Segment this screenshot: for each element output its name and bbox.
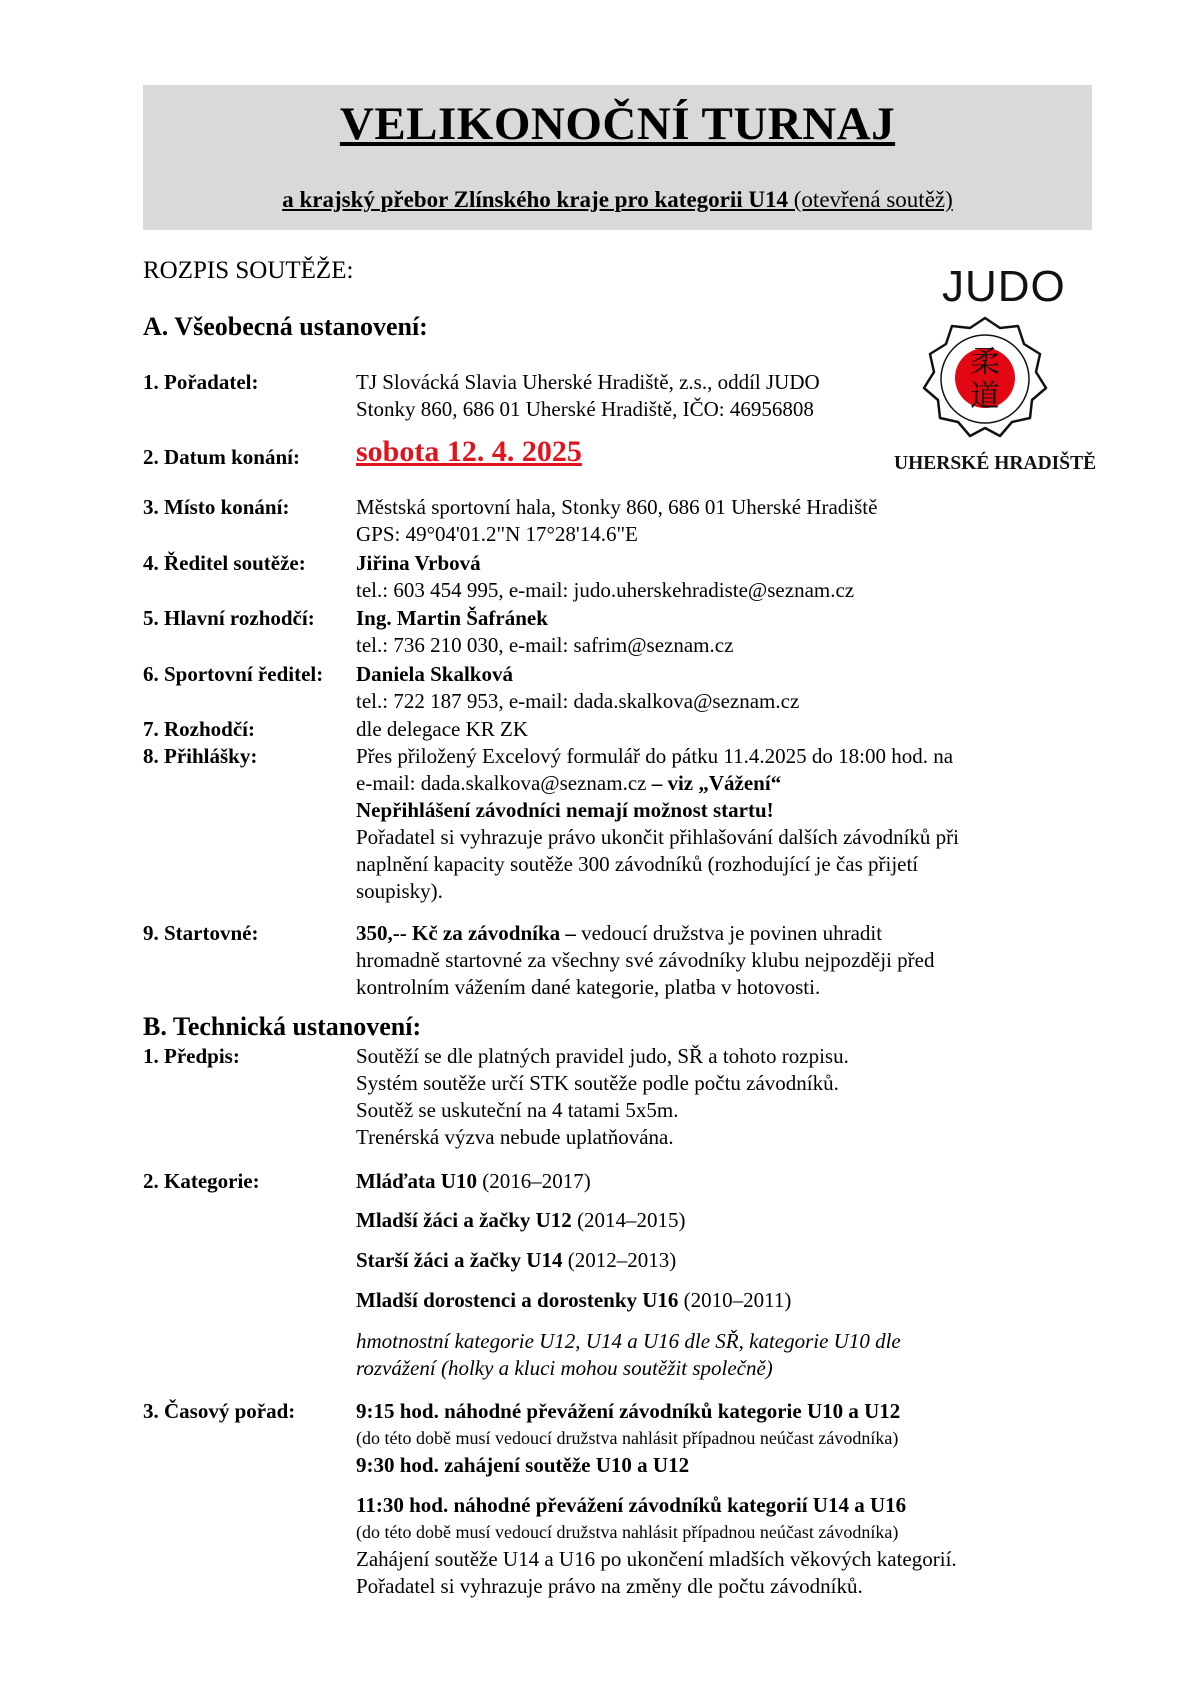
casovy-line7: Pořadatel si vyhrazuje právo na změny dle počtu závodníků. (356, 1574, 863, 1598)
prihlasky-line4: Pořadatel si vyhrazuje právo ukončit přihlašování dalších závodníků při (356, 825, 960, 849)
casovy-line3: 9:30 hod. zahájení soutěže U10 a U12 (356, 1453, 690, 1477)
kategorie-note2: rozvážení (holky a kluci mohou soutěžit společně) (356, 1356, 773, 1380)
startovne-line2: hromadně startovné za všechny své závodníky klubu nejpozději před (356, 948, 935, 972)
misto-label: 3. Místo konání: (143, 495, 290, 519)
kategorie-item (356, 1169, 591, 1194)
predpis-line1: Soutěží se dle platných pravidel judo, SŘ a tohoto rozpisu. (356, 1044, 849, 1068)
judo-logo (890, 262, 1120, 482)
misto-line1: Městská sportovní hala, Stonky 860, 686 01 Uherské Hradiště (356, 495, 878, 519)
sportovni-contact: tel.: 722 187 953, e-mail: dada.skalkova@seznam.cz (356, 689, 800, 713)
poradatel-line2: Stonky 860, 686 01 Uherské Hradiště, IČO: 46956808 (356, 397, 814, 421)
prihlasky-viz: – viz „Vážení“ (651, 771, 782, 795)
rozhodci-value: dle delegace KR ZK (356, 717, 529, 741)
reditel-label: 4. Ředitel soutěže: (143, 551, 306, 575)
kategorie-item-name: Starší žáci a žačky U14 (356, 1248, 563, 1272)
subtitle-bold: a krajský přebor Zlínského kraje pro kategorii U14 (282, 187, 789, 212)
reditel-name: Jiřina Vrbová (356, 551, 481, 575)
kategorie-item (356, 1248, 676, 1273)
prihlasky-label: 8. Přihlášky: (143, 744, 258, 768)
judo-emblem-icon (920, 314, 1050, 444)
hlavni-rozhodci-name: Ing. Martin Šafránek (356, 606, 548, 630)
predpis-label: 1. Předpis: (143, 1044, 240, 1068)
rozhodci-label: 7. Rozhodčí: (143, 717, 255, 741)
startovne-fee: 350,-- Kč za závodníka – (356, 921, 576, 945)
kategorie-item-name: Mladší žáci a žačky U12 (356, 1208, 572, 1232)
datum-value: sobota 12. 4. 2025 (356, 435, 582, 468)
kategorie-item (356, 1288, 791, 1313)
startovne-label: 9. Startovné: (143, 921, 259, 945)
casovy-line1: 9:15 hod. náhodné převážení závodníků kategorie U10 a U12 (356, 1399, 901, 1423)
logo-city-text: UHERSKÉ HRADIŠTĚ (894, 453, 1097, 474)
poradatel-line1: TJ Slovácká Slavia Uherské Hradiště, z.s., oddíl JUDO (356, 370, 820, 394)
section-a-heading: A. Všeobecná ustanovení: (143, 312, 428, 341)
emblem-kanji-1: 柔 (970, 345, 1000, 380)
kategorie-item-years: (2014–2015) (571, 1208, 686, 1232)
hlavni-rozhodci-label: 5. Hlavní rozhodčí: (143, 606, 315, 630)
casovy-line5: (do této době musí vedoucí družstva nahlásit případnou neúčast závodníka) (356, 1522, 899, 1542)
sportovni-label: 6. Sportovní ředitel: (143, 662, 324, 686)
prihlasky-warning: Nepřihlášení závodníci nemají možnost startu! (356, 798, 774, 822)
startovne-line1 (356, 921, 882, 946)
subtitle-rest: (otevřená soutěž) (788, 187, 953, 212)
kategorie-item-years: (2016–2017) (476, 1169, 591, 1193)
section-b-heading: B. Technická ustanovení: (143, 1012, 422, 1041)
prihlasky-line5: naplnění kapacity soutěže 300 závodníků (rozhodující je čas přijetí (356, 852, 919, 876)
datum-label: 2. Datum konání: (143, 445, 300, 469)
startovne-line3: kontrolním vážením dané kategorie, platba v hotovosti. (356, 975, 821, 999)
kategorie-item-years: (2012–2013) (562, 1248, 677, 1272)
predpis-line3: Soutěž se uskuteční na 4 tatami 5x5m. (356, 1098, 679, 1122)
prihlasky-line2 (356, 771, 781, 796)
casovy-line6: Zahájení soutěže U14 a U16 po ukončení mladších věkových kategorií. (356, 1547, 957, 1571)
kategorie-item-years: (2010–2011) (678, 1288, 792, 1312)
page-subtitle (143, 187, 1092, 213)
kategorie-item (356, 1208, 686, 1233)
casovy-line4: 11:30 hod. náhodné převážení závodníků kategorií U14 a U16 (356, 1493, 907, 1517)
hlavni-rozhodci-contact: tel.: 736 210 030, e-mail: safrim@seznam.cz (356, 633, 734, 657)
predpis-line4: Trenérská výzva nebude uplatňována. (356, 1125, 674, 1149)
sportovni-name: Daniela Skalková (356, 662, 513, 686)
title-banner (143, 85, 1092, 230)
misto-gps: GPS: 49°04'01.2"N 17°28'14.6"E (356, 522, 638, 546)
kategorie-label: 2. Kategorie: (143, 1169, 260, 1193)
predpis-line2: Systém soutěže určí STK soutěže podle počtu závodníků. (356, 1071, 839, 1095)
emblem-kanji-2: 道 (970, 379, 1000, 414)
reditel-contact: tel.: 603 454 995, e-mail: judo.uherskehradiste@seznam.cz (356, 578, 855, 602)
casovy-line2: (do této době musí vedoucí družstva nahlásit případnou neúčast závodníka) (356, 1428, 899, 1448)
kategorie-note1: hmotnostní kategorie U12, U14 a U16 dle SŘ, kategorie U10 dle (356, 1329, 901, 1353)
casovy-label: 3. Časový pořad: (143, 1399, 296, 1423)
prihlasky-email: e-mail: dada.skalkova@seznam.cz (356, 771, 652, 795)
poradatel-label: 1. Pořadatel: (143, 370, 259, 394)
prihlasky-line6: soupisky). (356, 879, 443, 903)
kategorie-item-name: Mláďata U10 (356, 1169, 477, 1193)
prihlasky-line1: Přes přiložený Excelový formulář do pátku 11.4.2025 do 18:00 hod. na (356, 744, 954, 768)
logo-judo-text: JUDO (942, 262, 1066, 311)
page-title: VELIKONOČNÍ TURNAJ (339, 98, 896, 150)
rozpis-heading: ROZPIS SOUTĚŽE: (143, 257, 354, 284)
kategorie-item-name: Mladší dorostenci a dorostenky U16 (356, 1288, 679, 1312)
startovne-line1-rest: vedoucí družstva je povinen uhradit (575, 921, 883, 945)
